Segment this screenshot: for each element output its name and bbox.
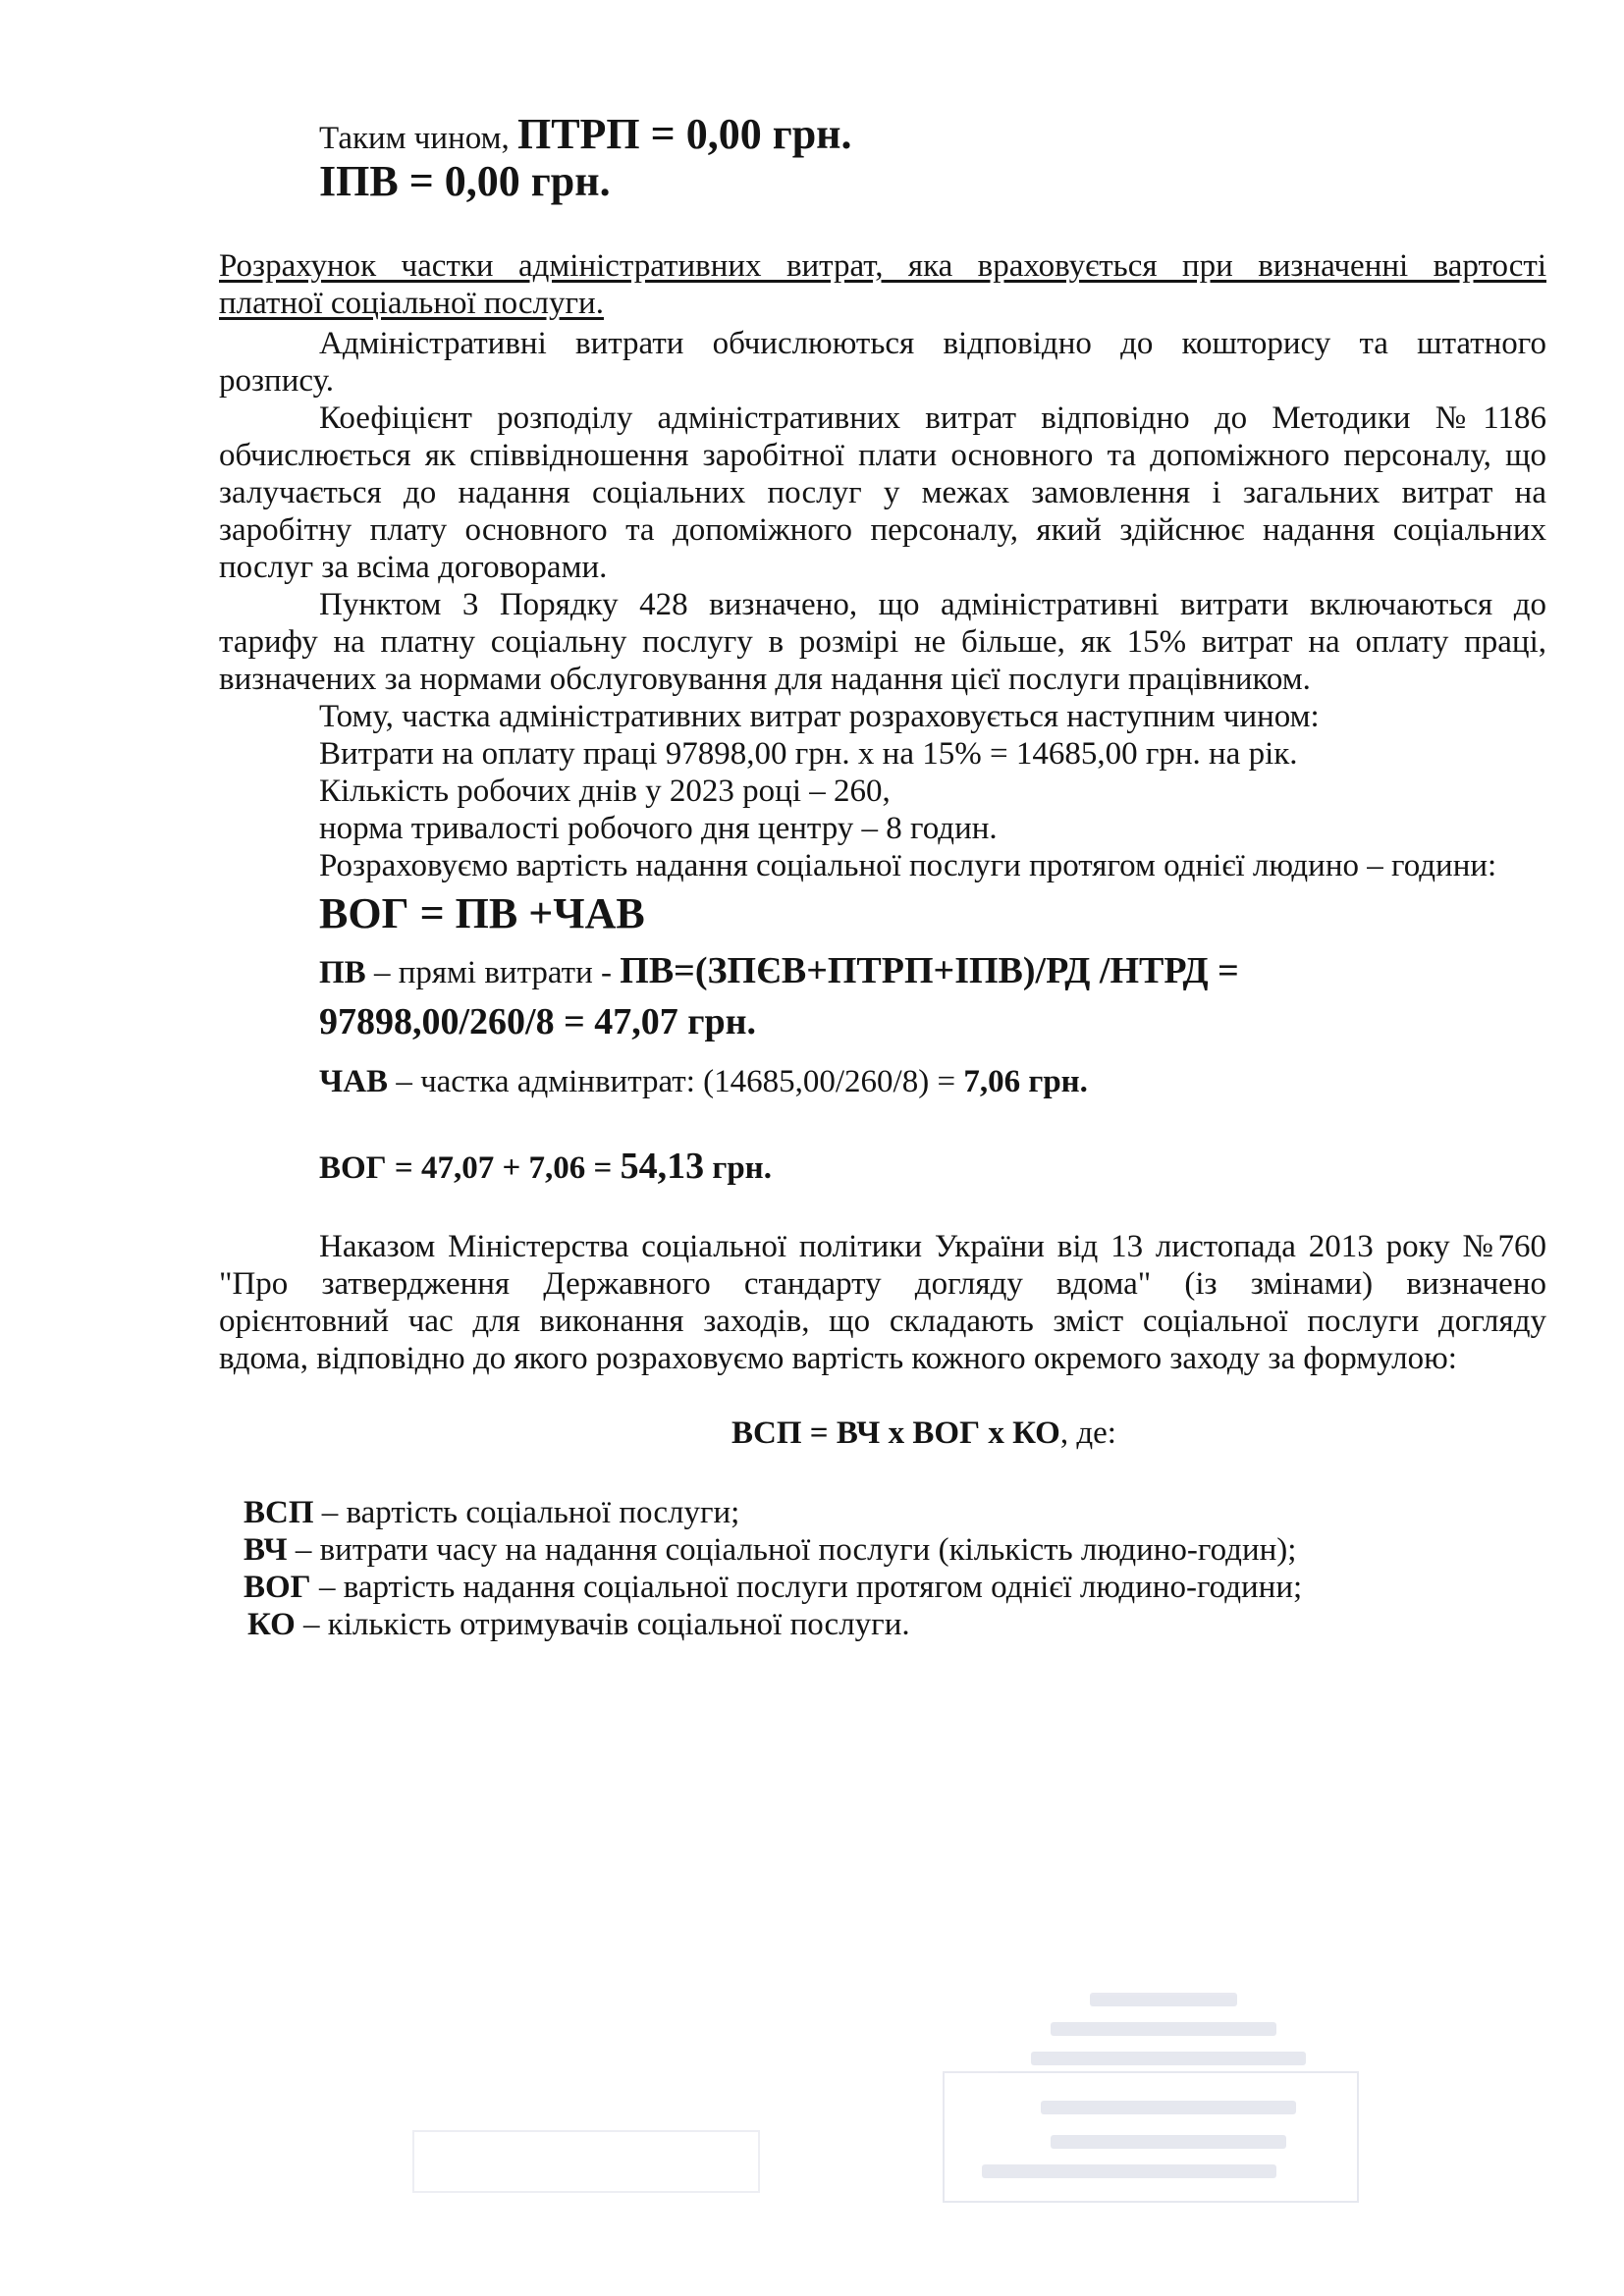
calc-line-5: Розраховуємо вартість надання соціальної послуги протягом однієї людино – години: [319,848,1497,883]
chav-line [319,1063,1088,1100]
para-coef-line-3: залучається до надання соціальних послуг у межах замовлення і загальних витрат на [219,475,1546,510]
definition-term: ВОГ [244,1570,311,1605]
chav-label: ЧАВ [319,1064,389,1099]
vsp-formula: ВСП = ВЧ х ВОГ х КО [731,1415,1060,1451]
definition-item [244,1569,1302,1606]
para-ministry-line-3: орієнтовний час для виконання заходів, що складають зміст соціальної послуги догляду [219,1304,1546,1339]
calc-line-2: Витрати на оплату праці 97898,00 грн. х на 15% = 14685,00 грн. на рік. [319,736,1298,772]
para-order-line-1: Пунктом 3 Порядку 428 визначено, що адміністративні витрати включаються до [319,587,1546,622]
definition-text: – вартість соціальної послуги; [313,1495,740,1530]
para-coef-line-2: обчислюється як співвідношення заробітної плати основного та допоміжного персоналу, що [219,438,1546,473]
summary-line-1 [319,110,852,158]
para-coef-line-4: заробітну плату основного та допоміжного персоналу, який здійснює надання соціальних [219,512,1546,548]
definition-item [247,1606,910,1643]
para-order-line-3: визначених за нормами обслуговування для надання цієї послуги працівником. [219,662,1311,697]
vog-total-line [319,1145,772,1190]
definition-text: – кількість отримувачів соціальної послуги. [295,1607,910,1642]
para-coef-line-1: Коефіцієнт розподілу адміністративних витрат відповідно до Методики №1186 [319,400,1546,436]
calc-line-4: норма тривалості робочого дня центру – 8 годин. [319,811,998,846]
ptrp-result: ПТРП = 0,00 грн. [516,110,852,158]
calc-line-3: Кількість робочих днів у 2023 році – 260, [319,774,891,809]
para-admin-line-2: розпису. [219,363,335,399]
para-coef-line-5: послуг за всіма договорами. [219,550,608,585]
definition-text: – витрати часу на надання соціальної послуги (кількість людино-годин); [287,1532,1297,1568]
definition-text: – вартість надання соціальної послуги протягом однієї людино-години; [310,1570,1303,1605]
vog-total-unit: грн. [704,1150,772,1186]
para-order-line-2: тарифу на платну соціальну послугу в розмірі не більше, як 15% витрат на оплату праці, [219,624,1546,660]
chav-result: 7,06 грн. [963,1064,1088,1099]
para-ministry-line-1: Наказом Міністерства соціальної політики України від 13 листопада 2013 року №760 [319,1229,1546,1264]
calc-line-1: Тому, частка адміністративних витрат розраховується наступним чином: [319,699,1320,734]
section-heading-line-1: Розрахунок частки адміністративних витрат, яка враховується при визначенні вартості [219,248,1546,284]
pv-formula: ПВ=(ЗПЄВ+ПТРП+ІПВ)/РД /НТРД = [620,950,1239,991]
pv-result: 97898,00/260/8 = 47,07 грн. [319,1001,757,1042]
vog-total-value: 54,13 [620,1146,705,1187]
definition-item [244,1531,1296,1569]
pv-label: ПВ [319,955,366,990]
stamp-mark [943,1953,1375,2209]
vog-total-prefix: ВОГ = 47,07 + 7,06 = [319,1150,621,1186]
chav-description: – частка адмінвитрат: (14685,00/260/8) = [388,1064,964,1099]
definition-term: КО [247,1607,296,1642]
stamp-box [412,2130,760,2193]
para-ministry-line-4: вдома, відповідно до якого розраховуємо вартість кожного окремого заходу за формулою: [219,1341,1457,1376]
summary-prefix: Таким чином, [319,121,517,156]
section-heading-line-2: платної соціальної послуги. [219,286,604,321]
definition-term: ВЧ [244,1532,288,1568]
para-ministry-line-2: "Про затвердження Державного стандарту догляду вдома" (із змінами) визначено [219,1266,1546,1302]
vog-formula: ВОГ = ПВ +ЧАВ [319,889,645,937]
pv-line [319,948,1239,995]
definition-item [244,1494,739,1531]
vsp-formula-line [731,1415,1116,1452]
vsp-formula-suffix: , де: [1059,1415,1116,1451]
ipv-result: ІПВ = 0,00 грн. [319,157,611,205]
para-admin-line-1: Адміністративні витрати обчислюються відповідно до кошторису та штатного [319,326,1546,361]
pv-description: – прямі витрати - [365,955,621,990]
definition-term: ВСП [244,1495,314,1530]
